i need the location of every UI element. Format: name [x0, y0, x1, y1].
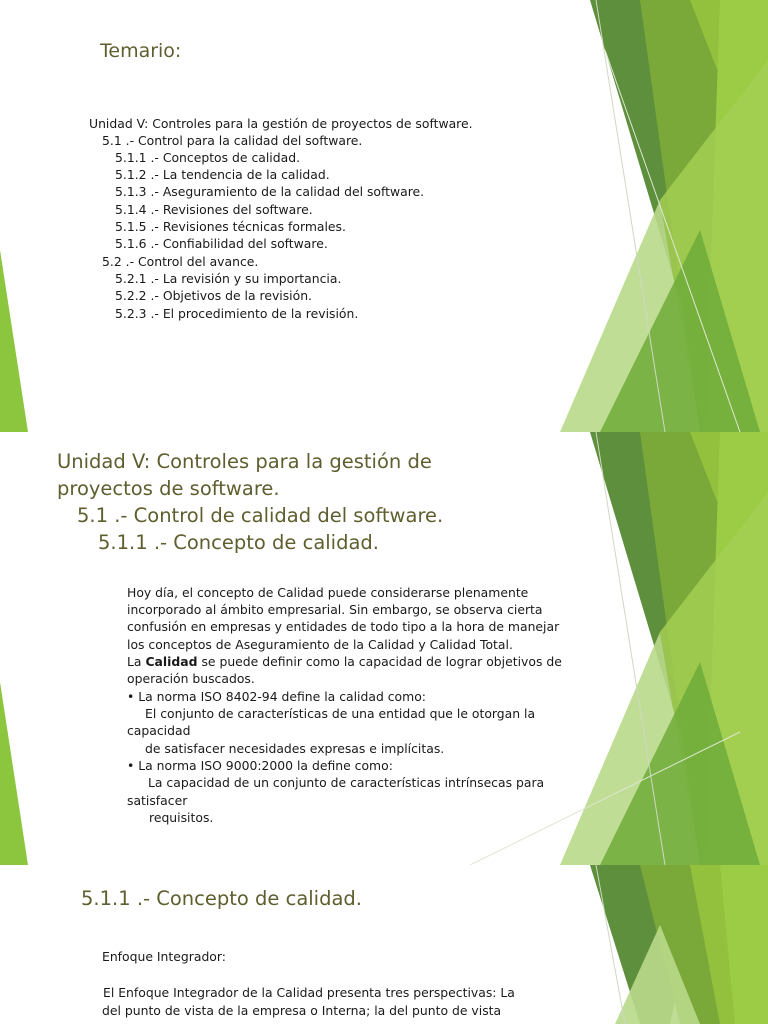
- slide-2: [0, 432, 768, 865]
- toc-item: 5.1 .- Control para la calidad del software.: [102, 133, 363, 148]
- toc-item: 5.2.2 .- Objetivos de la revisión.: [115, 288, 312, 303]
- toc-item: Unidad V: Controles para la gestión de proyectos de software.: [89, 116, 473, 131]
- toc-item: 5.1.2 .- La tendencia de la calidad.: [115, 167, 330, 182]
- table-of-contents: [0, 0, 560, 432]
- paragraph-line: los conceptos de Aseguramiento de la Calidad y Calidad Total.: [127, 637, 513, 652]
- toc-item: 5.1.5 .- Revisiones técnicas formales.: [115, 219, 346, 234]
- paragraph-line: requisitos.: [149, 810, 214, 825]
- slide-3: [0, 865, 768, 1024]
- paragraph-line: Hoy día, el concepto de Calidad puede considerarse plenamente: [127, 585, 529, 600]
- paragraph-line: del punto de vista de la empresa o Interna; la del punto de vista: [102, 1003, 502, 1018]
- bullet-line: • La norma ISO 8402-94 define la calidad como:: [127, 689, 426, 704]
- paragraph-line: incorporado al ámbito empresarial. Sin embargo, se observa cierta: [127, 602, 543, 617]
- toc-item: 5.1.1 .- Conceptos de calidad.: [115, 150, 301, 165]
- paragraph-line: confusión en empresas y entidades de todo tipo a la hora de manejar: [127, 619, 560, 634]
- paragraph-line: de satisfacer necesidades expresas e implícitas.: [145, 741, 445, 756]
- slide-title: 5.1.1 .- Concepto de calidad.: [81, 887, 363, 910]
- slide-title-line: 5.1.1 .- Concepto de calidad.: [98, 531, 380, 554]
- toc-item: 5.1.3 .- Aseguramiento de la calidad del software.: [115, 184, 425, 199]
- paragraph-line: El conjunto de características de una entidad que le otorgan la: [145, 706, 536, 721]
- paragraph-line: satisfacer: [127, 793, 188, 808]
- toc-item: 5.2.3 .- El procedimiento de la revisión.: [115, 306, 359, 321]
- slide-title: Temario:: [100, 40, 182, 62]
- paragraph-line: capacidad: [127, 723, 191, 738]
- toc-item: 5.1.4 .- Revisiones del software.: [115, 202, 313, 217]
- bold-term: Calidad: [145, 654, 198, 669]
- toc-item: 5.1.6 .- Confiabilidad del software.: [115, 236, 328, 251]
- subheading: Enfoque Integrador:: [102, 949, 226, 964]
- toc-item: 5.2.1 .- La revisión y su importancia.: [115, 271, 342, 286]
- slide-body: [0, 865, 600, 1024]
- paragraph-line: El Enfoque Integrador de la Calidad presenta tres perspectivas: La: [103, 985, 515, 1000]
- slide-1: [0, 0, 768, 432]
- text-run: La: [127, 654, 146, 669]
- paragraph-line: La capacidad de un conjunto de características intrínsecas para: [148, 775, 545, 790]
- bullet-line: • La norma ISO 9000:2000 la define como:: [127, 758, 393, 773]
- toc-item: 5.2 .- Control del avance.: [102, 254, 259, 269]
- paragraph-line: operación buscados.: [127, 671, 255, 686]
- slide-title-line: Unidad V: Controles para la gestión de: [57, 450, 432, 473]
- text-run: se puede definir como la capacidad de lograr objetivos de: [197, 654, 562, 669]
- slide-body: [0, 432, 600, 865]
- slide-title-line: 5.1 .- Control de calidad del software.: [77, 504, 444, 527]
- paragraph-line: [127, 654, 562, 669]
- slide-title-line: proyectos de software.: [57, 477, 280, 500]
